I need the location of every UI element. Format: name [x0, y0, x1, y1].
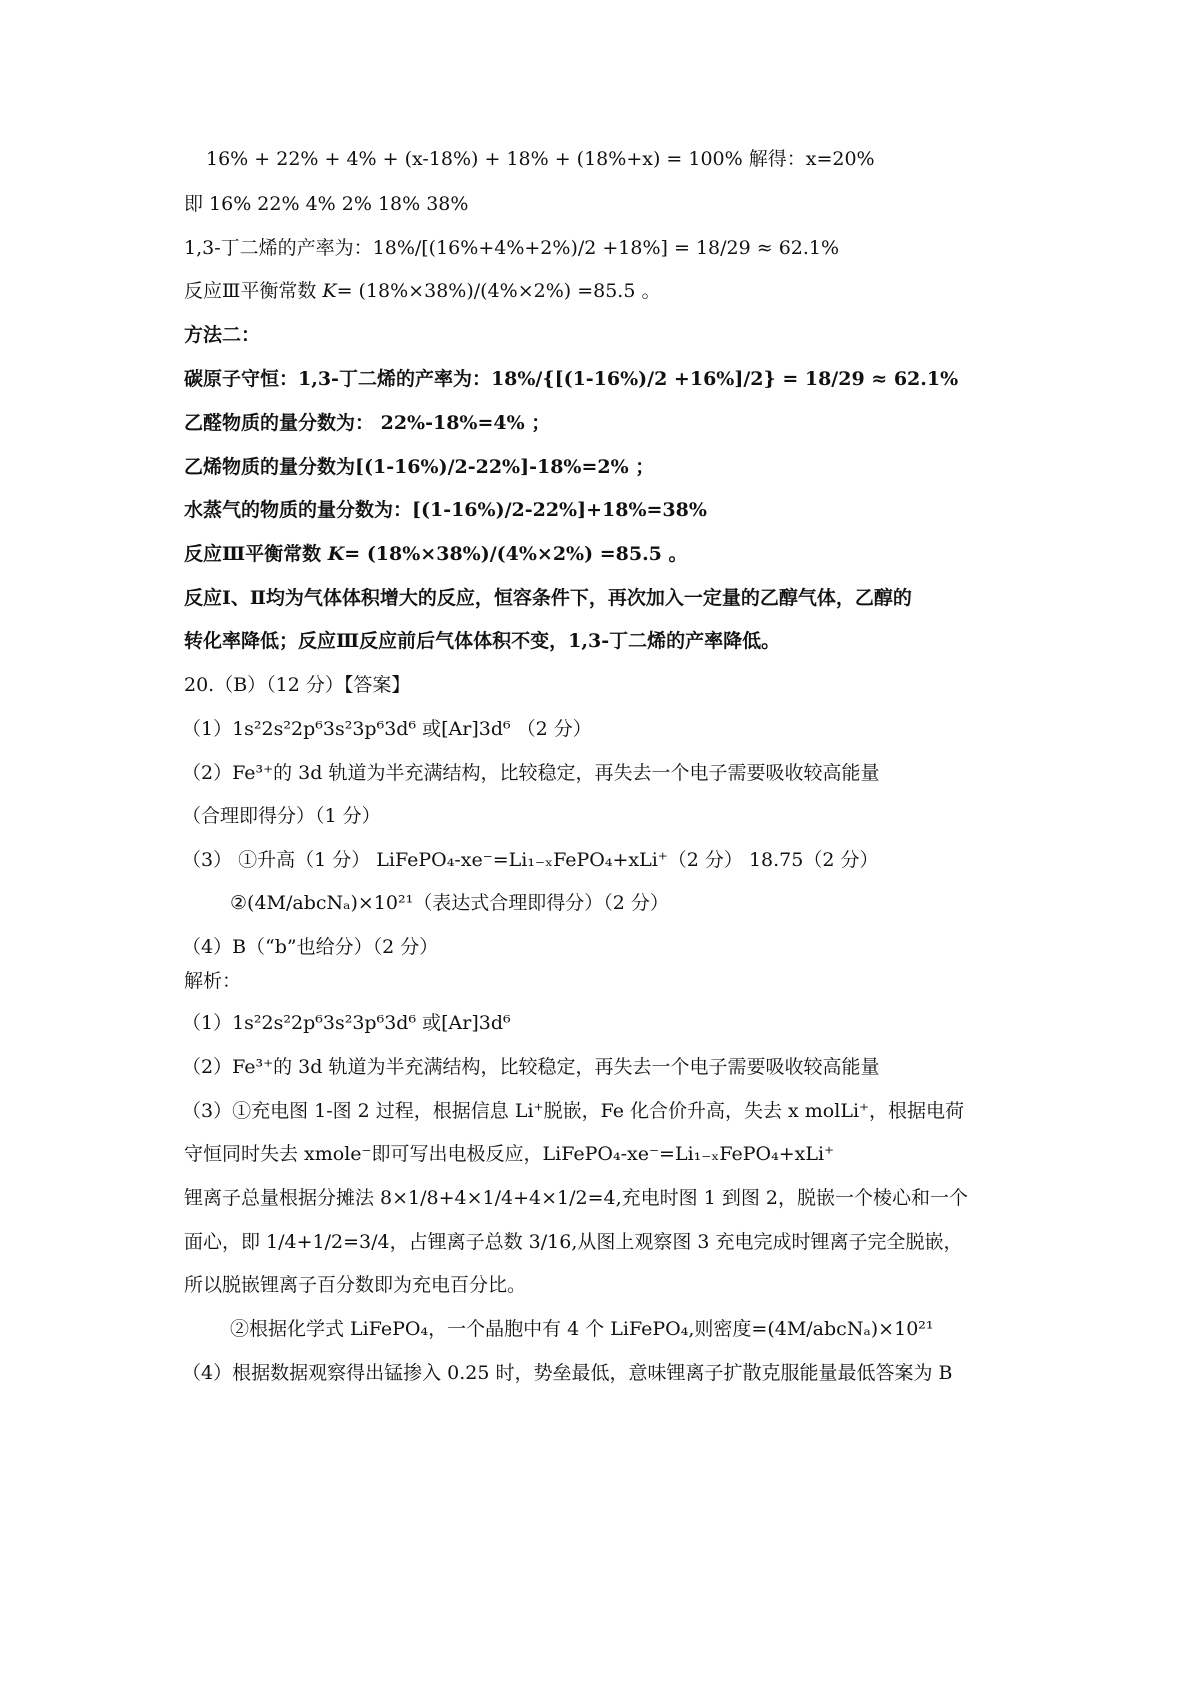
acetaldehyde-line: 乙醛物质的量分数为： 22%-18%=4% ； [184, 412, 551, 434]
answer-3-part-1: （3） ①升高（1 分） LiFePO₄-xe⁻=Li₁₋ₓFePO₄+xLi⁺（2 分） 18.75（2 分） [182, 849, 879, 871]
water-vapor-line: 水蒸气的物质的量分数为：[(1-16%)/2-22%]+18%=38% [184, 499, 707, 521]
analysis-3-density: ②根据化学式 LiFePO₄，一个晶胞中有 4 个 LiFePO₄,则密度=(4M/abcNₐ)×10²¹ [230, 1318, 934, 1340]
analysis-1: （1）1s²2s²2p⁶3s²3p⁶3d⁶ 或[Ar]3d⁶ [182, 1012, 511, 1034]
equilibrium-constant-line [184, 278, 660, 304]
question-20-heading: 20.（B）（12 分）【答案】 [184, 674, 411, 696]
answer-4: （4）B（“b”也给分）（2 分） [182, 936, 439, 958]
answer-2: （2）Fe³⁺的 3d 轨道为半充满结构，比较稳定，再失去一个电子需要吸收较高能量 [182, 762, 880, 784]
analysis-heading: 解析： [184, 970, 242, 992]
k-value: = (18%×38%)/(4%×2%) =85.5 。 [344, 543, 688, 565]
analysis-3-line-3: 锂离子总量根据分摊法 8×1/8+4×1/4+4×1/2=4,充电时图 1 到图 2，脱嵌一个棱心和一个 [184, 1187, 968, 1209]
analysis-2: （2）Fe³⁺的 3d 轨道为半充满结构，比较稳定，再失去一个电子需要吸收较高能量 [182, 1056, 880, 1078]
answer-3-part-2: ②(4M/abcNₐ)×10²¹（表达式合理即得分）（2 分） [230, 892, 669, 914]
equation-line: 16% + 22% + 4% + (x-18%) + 18% + (18%+x) = 100% 解得：x=20% [206, 148, 875, 170]
analysis-3-line-2: 守恒同时失去 xmole⁻即可写出电极反应，LiFePO₄-xe⁻=Li₁₋ₓFePO₄+xLi⁺ [184, 1143, 835, 1165]
answer-2-note: （合理即得分）（1 分） [182, 805, 381, 827]
k-symbol: K [327, 543, 345, 565]
k-value: = (18%×38%)/(4%×2%) =85.5 。 [336, 280, 661, 302]
answer-1: （1）1s²2s²2p⁶3s²3p⁶3d⁶ 或[Ar]3d⁶ （2 分） [182, 718, 592, 740]
k-symbol: K [322, 280, 337, 302]
equilibrium-constant-line-2 [184, 541, 688, 567]
analysis-3-line-1: （3）①充电图 1-图 2 过程，根据信息 Li⁺脱嵌，Fe 化合价升高，失去 x molLi⁺，根据电荷 [182, 1100, 965, 1122]
fractions-line: 即 16% 22% 4% 2% 18% 38% [184, 193, 469, 215]
explanation-line-2: 转化率降低；反应Ⅲ反应前后气体体积不变，1,3-丁二烯的产率降低。 [184, 630, 781, 652]
k-label: 反应Ⅲ平衡常数 [184, 543, 328, 565]
analysis-3-line-4: 面心，即 1/4+1/2=3/4，占锂离子总数 3/16,从图上观察图 3 充电完成时锂离子完全脱嵌， [184, 1231, 963, 1253]
method-two-heading: 方法二： [184, 324, 261, 346]
explanation-line-1: 反应Ⅰ、Ⅱ均为气体体积增大的反应，恒容条件下，再次加入一定量的乙醇气体，乙醇的 [184, 587, 912, 609]
analysis-4: （4）根据数据观察得出锰掺入 0.25 时，势垒最低，意味锂离子扩散克服能量最低答案为 B [182, 1362, 953, 1384]
carbon-conservation-line: 碳原子守恒：1,3-丁二烯的产率为：18%/{[(1-16%)/2 +16%]/2} = 18/29 ≈ 62.1% [184, 368, 959, 390]
ethylene-line: 乙烯物质的量分数为[(1-16%)/2-22%]-18%=2% ； [184, 456, 655, 478]
yield-line: 1,3-丁二烯的产率为：18%/[(16%+4%+2%)/2 +18%] = 18/29 ≈ 62.1% [184, 237, 840, 259]
k-label: 反应Ⅲ平衡常数 [184, 280, 323, 302]
analysis-3-line-5: 所以脱嵌锂离子百分数即为充电百分比。 [184, 1274, 527, 1296]
